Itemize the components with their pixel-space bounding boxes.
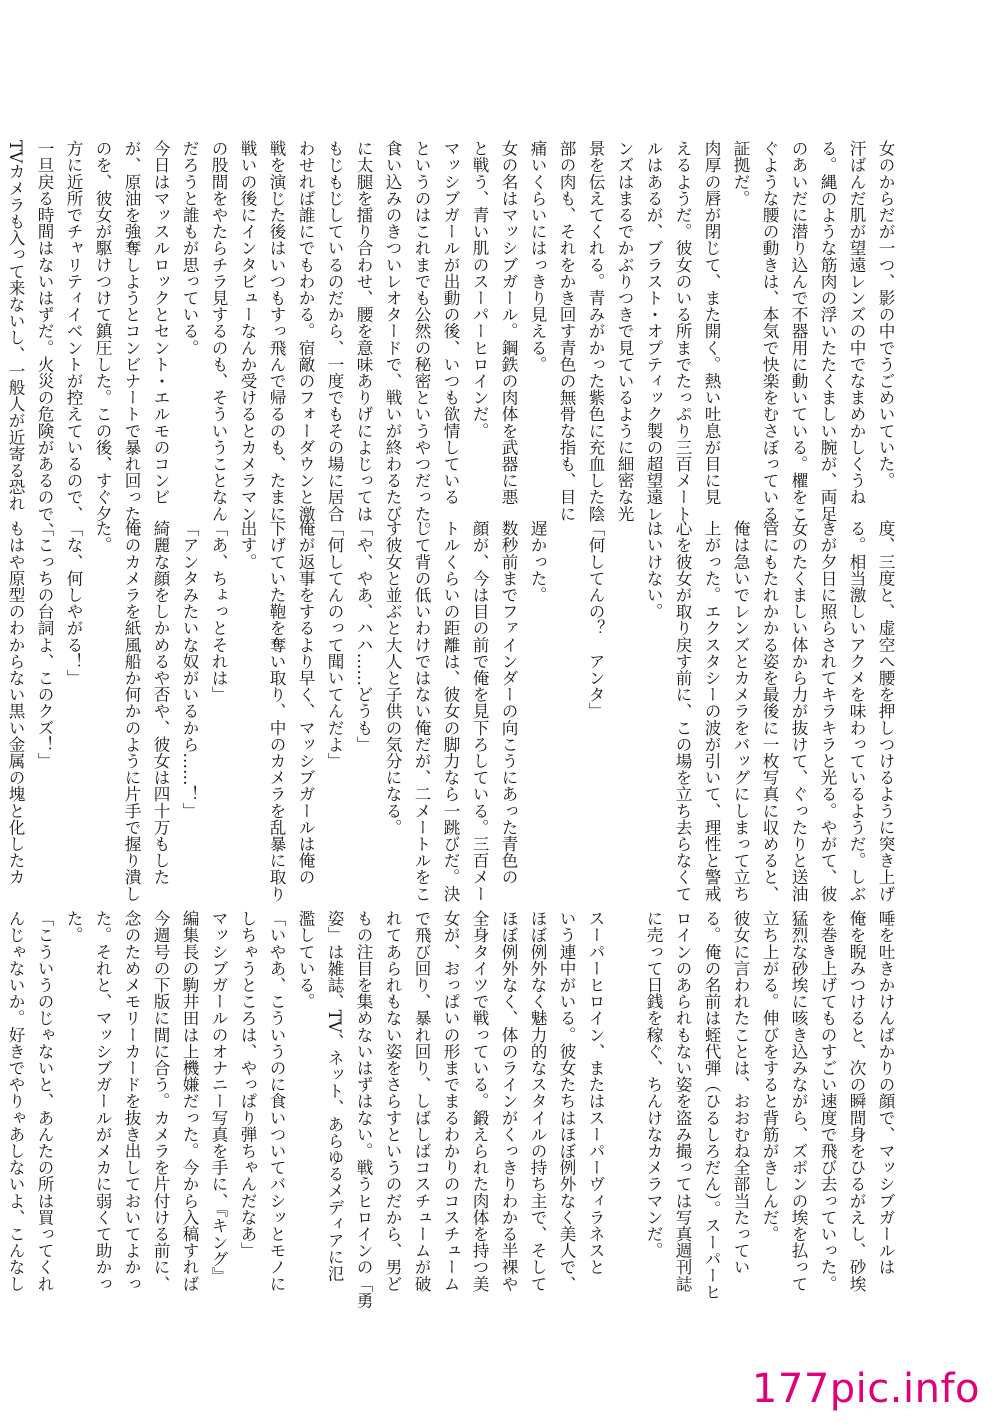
text-line: しちゃうところは、やっぱり弾ちゃんだなあ」 xyxy=(238,910,257,1259)
text-line: に売って日銭を稼ぐ、ちんけなカメラマンだ。 xyxy=(644,910,663,1259)
text-line: ぐような腰の動きは、本気で快楽をむさぼっている xyxy=(760,140,779,522)
text-line: 俺が返事をするより早く、マッシブガールは俺の xyxy=(296,520,315,886)
text-line: 「いやあ、こういうのに食いついてバシッとモノに xyxy=(267,910,286,1292)
text-line: ほぼ例外なく魅力的なスタイルの持ち主で、そして xyxy=(528,910,547,1292)
text-line: ロインのあられもない姿を盗み撮っては写真週刊誌 xyxy=(673,910,692,1292)
text-line: もの注目を集めないはずはない。戦うヒロインの「勇 xyxy=(354,910,373,1309)
text-line: 下げていた鞄を奪い取り、中のカメラを乱暴に取り xyxy=(267,520,286,902)
text-line: 上がった。エクスタシーの波が引いて、理性と警戒 xyxy=(702,520,721,902)
text-line: 「何してんのって聞いてんだよ」 xyxy=(325,520,344,769)
text-line: 方に近所でチャリティイベントが控えているので、 xyxy=(64,140,83,522)
text-line: いう連中がいる。彼女たちはほぼ例外なく美人で、 xyxy=(557,910,576,1292)
text-line: マッシブガールのオナニー写真を手に、『キング』 xyxy=(209,910,228,1284)
text-line: 「何してんの？ アンタ」 xyxy=(586,520,605,720)
text-line: 顔が、今は目の前で俺を見下ろしている。三百メー xyxy=(470,520,489,902)
text-line: 立ち上がる。伸びをすると背筋がきしんだ。 xyxy=(760,910,779,1242)
text-line: 肉厚の唇が閉じて、また開く。熱い吐息が目に見 xyxy=(702,140,721,506)
text-line: 「や、やあ、ハハ……どうも」 xyxy=(354,520,373,753)
text-line: ルはあるが、ブラスト・オプティック製の超望遠レ xyxy=(644,140,663,522)
text-line: 一旦戻る時間はないはずだ。火災の危険があるので、 xyxy=(35,140,54,539)
text-line: 管にもたれかかる姿を最後に一枚写真に収めると、 xyxy=(760,520,779,902)
text-line: る。俺の名前は蛭代弾（ひるしろだん）。スーパーヒ xyxy=(702,910,721,1301)
text-column-2 xyxy=(6,520,900,905)
text-line: もはや原型のわからない黒い金属の塊と化したカ xyxy=(6,520,25,886)
text-line: 出す。 xyxy=(238,520,257,570)
text-line: と戦う、青い肌のスーパーヒロインだ。 xyxy=(470,140,489,439)
text-line: 女の名はマッシブガール。鋼鉄の肉体を武器に悪 xyxy=(499,140,518,506)
text-line: 食い込みのきついレオタードで、戦いが終わるたび xyxy=(383,140,402,522)
text-line: 証拠だ。 xyxy=(731,140,750,207)
text-line: 戦いの後にインタビューなんか受けるとカメラマン xyxy=(238,140,257,522)
text-line: 唾を吐きかけんばかりの顔で、マッシブガールは xyxy=(876,910,895,1276)
text-line: 女のからだが一つ、影の中でうごめいていた。 xyxy=(876,140,895,489)
text-line: えるようだ。彼女のいる所までたっぷり三百メート xyxy=(673,140,692,522)
text-line xyxy=(0,520,1,905)
text-line: の股間をやたらチラ見するのも、そういうことなん xyxy=(209,140,228,522)
text-line: というのはこれまでも公然の秘密というやつだった。 xyxy=(412,140,431,539)
text-line: 部の肉も、それをかき回す青色の無骨な指も、目に xyxy=(557,140,576,522)
text-line: 「こっちの台詞よ、このクズ！」 xyxy=(35,520,54,769)
text-line: トルくらいの距離は、彼女の脚力なら一跳びだ。決 xyxy=(441,520,460,902)
text-line xyxy=(552,520,581,905)
text-line: 汗ばんだ肌が望遠レンズの中でなまめかしくうね xyxy=(847,140,866,506)
text-line: た。 xyxy=(64,910,83,944)
text-line: が、原油を強奪しようとコンビナートで暴れ回った xyxy=(122,140,141,522)
text-line: 女が、おっぱいの形までまるわかりのコスチューム xyxy=(441,910,460,1292)
text-line: 俺のカメラを紙風船か何かのように片手で握り潰し xyxy=(122,520,141,902)
text-line: 度、三度と、虚空へ腰を押しつけるように突き上げ xyxy=(876,520,895,902)
text-line: 痛いくらいにはっきり見える。 xyxy=(528,140,547,373)
text-line: を巻き上げてものすごい速度で飛び去っていった。 xyxy=(818,910,837,1292)
text-line: 心を彼女が取り戻す前に、この場を立ち去らなくて xyxy=(673,520,692,902)
text-line: んじゃないか。好きでやりゃあしないよ、こんなし xyxy=(6,910,25,1292)
text-line: 女のたくましい体から力が抜けて、ぐったりと送油 xyxy=(789,520,808,902)
text-line: 俺を睨みつけると、次の瞬間身をひるがえし、砂埃 xyxy=(847,910,866,1292)
text-line: スーパーヒロイン、またはスーパーヴィラネスと xyxy=(586,910,605,1276)
text-line: る。縄のような筋肉の浮いたたくましい腕が、両足 xyxy=(818,140,837,522)
text-line: た。それと、マッシブガールがメカに弱くて助かっ xyxy=(93,910,112,1292)
watermark: 177pic.info xyxy=(751,1366,980,1412)
text-line: 「アンタみたいな奴がいるから……！」 xyxy=(180,520,199,819)
text-line: だろうと誰もが思っている。 xyxy=(180,140,199,356)
text-line: 姿」は雑誌、TV、ネット、あらゆるメディアに氾 xyxy=(325,910,344,1282)
text-line: のを、彼女が駆けつけて鎮圧した。この後、すぐ夕 xyxy=(93,140,112,522)
text-line: 今日はマッスルロックとセント・エルモのコンビ xyxy=(151,140,170,506)
text-line: のあいだに潜り込んで不器用に動いている。欋をこ xyxy=(789,140,808,522)
text-line: 遅かった。 xyxy=(528,520,547,603)
text-line: で飛び回り、暴れ回り、しばしばコスチュームが破 xyxy=(412,910,431,1292)
text-line: はいけない。 xyxy=(644,520,663,620)
text-line: 今週号の下版に間に合う。カメラを片付ける前に、 xyxy=(151,910,170,1292)
text-line: 編集長の駒井田は上機嫌だった。今から入稿すれば xyxy=(180,910,199,1292)
text-line xyxy=(610,910,639,1295)
text-line: 全身タイツで戦っている。鍛えられた肉体を持つ美 xyxy=(470,910,489,1292)
text-line: ンズはまるでかぶりつきで見ているように細密な光 xyxy=(615,140,634,522)
text-line: 数秒前までファインダーの向こうにあった青色の xyxy=(499,520,518,886)
text-line: 綺麗な顔をしかめるや否や、彼女は四十万もした xyxy=(151,520,170,886)
text-column-3 xyxy=(6,910,900,1309)
text-line: わせれば誰にでもわかる。宿敵のフォーダウンと激 xyxy=(296,140,315,522)
text-line: 念のためメモリーカードを抜き出しておいてよかっ xyxy=(122,910,141,1292)
text-line: れてあられもない姿をさらすというのだから、男ど xyxy=(383,910,402,1292)
text-line: もじもじしているのだから、一度でもその場に居合 xyxy=(325,140,344,522)
text-line: 猛烈な砂埃に咳き込みながら、ズボンの埃を払って xyxy=(789,910,808,1292)
text-line: 景を伝えてくれる。青みがかった紫色に充血した陰 xyxy=(586,140,605,522)
text-line: す彼女と並ぶと大人と子供の気分になる。 xyxy=(383,520,402,836)
text-line: して背の低いわけではない俺だが、二メートルをこ xyxy=(412,520,431,902)
text-line: た。 xyxy=(93,520,112,554)
text-line: きが夕日に照らされてキラキラと光る。やがて、彼 xyxy=(818,520,837,902)
text-line: 「あ、ちょっとそれは」 xyxy=(209,520,228,703)
text-line: TVカメラも入って来ないし、一般人が近寄る恐れ xyxy=(6,140,25,512)
text-line: 俺は急いでレンズとカメラをバッグにしまって立ち xyxy=(731,520,750,902)
text-line: 濫している。 xyxy=(296,910,315,1010)
text-line xyxy=(610,520,639,905)
text-line: る。相当激しいアクメを味わっているようだ。しぶ xyxy=(847,520,866,902)
text-line: マッシブガールが出動の後、いつも欲情している xyxy=(441,140,460,506)
text-column-1 xyxy=(6,140,900,539)
text-line: ほぼ例外なく、体のラインがくっきりわかる半裸や xyxy=(499,910,518,1292)
text-line: に太腿を擂り合わせ、腰を意味ありげによじっては xyxy=(354,140,373,522)
text-line: 「な、何しやがる！」 xyxy=(64,520,83,686)
text-line: 彼女に言われたことは、おおむね全部当たってい xyxy=(731,910,750,1276)
text-line xyxy=(0,140,1,525)
text-line: 戦を演じた後はいつもすっ飛んで帰るのも、たまに xyxy=(267,140,286,522)
text-line: 「こういうのじゃないと、あんたの所は買ってくれ xyxy=(35,910,54,1292)
